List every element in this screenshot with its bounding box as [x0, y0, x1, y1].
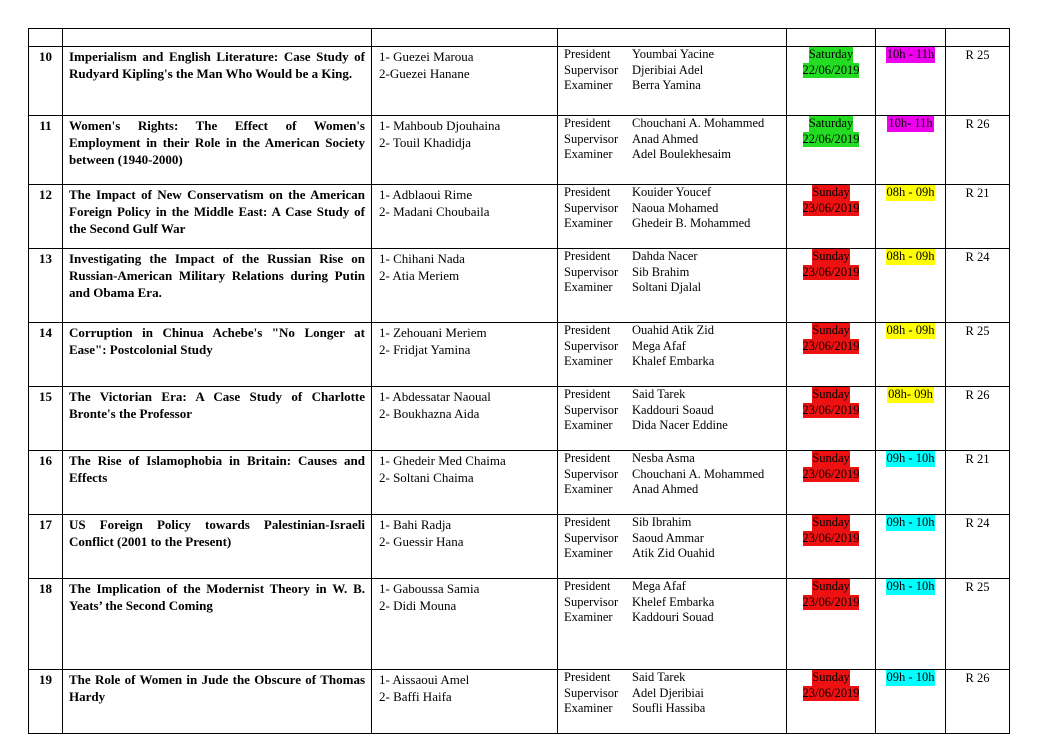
students-cell: [372, 47, 558, 116]
jury-role-label: President: [564, 249, 611, 263]
students-cell: [372, 670, 558, 734]
table-row: [29, 670, 1010, 734]
jury-cell: [558, 387, 787, 451]
jury-role-label: Examiner: [564, 701, 613, 715]
jury-role-label: Examiner: [564, 546, 613, 560]
jury-member-name: Khalef Embarka: [632, 354, 715, 368]
student-name: 1- Ghedeir Med Chaima: [379, 453, 506, 468]
table-row: [29, 579, 1010, 670]
day-label: Sunday: [812, 249, 850, 263]
student-name: 1- Bahi Radja: [379, 517, 452, 532]
time-cell: [876, 323, 946, 387]
student-name: 1- Gaboussa Samia: [379, 581, 480, 596]
date-label: 23/06/2019: [802, 264, 860, 279]
jury-supervisor: [564, 265, 782, 281]
time-cell: [876, 249, 946, 323]
time-cell: [876, 185, 946, 249]
students-cell: [372, 451, 558, 515]
jury-role-label: Supervisor: [564, 402, 619, 417]
jury-role-label: Examiner: [564, 280, 613, 294]
student-name: 1- Aissaoui Amel: [379, 672, 470, 687]
jury-member-name: Khelef Embarka: [632, 594, 715, 609]
jury-member-name: Dida Nacer Eddine: [632, 418, 728, 432]
jury-member-name: Youmbai Yacine: [632, 47, 715, 61]
time-slot-label: 08h- 09h: [888, 387, 933, 401]
jury-member-name: Anad Ahmed: [632, 131, 699, 146]
room-cell: R 24: [946, 249, 1010, 323]
time-cell: [876, 387, 946, 451]
students-cell: [372, 116, 558, 185]
jury-cell: [558, 116, 787, 185]
jury-member-name: Mega Afaf: [632, 338, 686, 353]
jury-examiner: [564, 546, 782, 562]
room-cell: R 25: [946, 579, 1010, 670]
time-slot-label: 09h - 10h: [886, 670, 935, 684]
date-cell: [787, 579, 876, 670]
date-cell: [787, 185, 876, 249]
student-name: 1- Abdessatar Naoual: [379, 389, 491, 404]
students-cell: [372, 323, 558, 387]
row-number: 16: [29, 451, 63, 515]
jury-member-name: Dahda Nacer: [632, 249, 698, 263]
student-name: 2- Atia Meriem: [379, 268, 460, 283]
jury-role-label: President: [564, 451, 611, 465]
student-name: 1- Adblaoui Rime: [379, 187, 473, 202]
jury-examiner: [564, 701, 782, 717]
jury-supervisor: [564, 467, 782, 483]
header-cell-time: [876, 29, 946, 47]
jury-role-label: President: [564, 47, 611, 61]
room-cell: R 26: [946, 387, 1010, 451]
jury-role-label: President: [564, 323, 611, 337]
day-label: Sunday: [812, 451, 850, 465]
student-name: 2- Madani Choubaila: [379, 204, 490, 219]
jury-supervisor: [564, 531, 782, 547]
student-name: 2- Soltani Chaima: [379, 470, 474, 485]
jury-member-name: Ghedeir B. Mohammed: [632, 216, 751, 230]
student-name: 2- Baffi Haifa: [379, 689, 452, 704]
thesis-title: The Role of Women in Jude the Obscure of Thomas Hardy: [63, 670, 372, 734]
time-cell: [876, 579, 946, 670]
time-slot-label: 08h - 09h: [886, 323, 935, 337]
jury-role-label: Supervisor: [564, 530, 619, 545]
jury-president: [564, 579, 782, 595]
student-name: 2- Touil Khadidja: [379, 135, 472, 150]
jury-examiner: [564, 482, 782, 498]
thesis-title: US Foreign Policy towards Palestinian-Israeli Conflict (2001 to the Present): [63, 515, 372, 579]
thesis-title: Investigating the Impact of the Russian Rise on Russian-American Military Relations during Putin and Obama Era.: [63, 249, 372, 323]
jury-role-label: President: [564, 515, 611, 529]
date-cell: [787, 387, 876, 451]
student-name: 2-Guezei Hanane: [379, 66, 470, 81]
day-label: Saturday: [808, 116, 854, 130]
jury-cell: [558, 185, 787, 249]
date-label: 23/06/2019: [802, 200, 860, 215]
row-number: 19: [29, 670, 63, 734]
jury-member-name: Djeribiai Adel: [632, 62, 704, 77]
jury-role-label: President: [564, 579, 611, 593]
jury-president: [564, 670, 782, 686]
day-label: Sunday: [812, 670, 850, 684]
thesis-title: Imperialism and English Literature: Case Study of Rudyard Kipling's the Man Who Would be a King.: [63, 47, 372, 116]
jury-role-label: Examiner: [564, 354, 613, 368]
students-cell: [372, 579, 558, 670]
day-label: Sunday: [812, 185, 850, 199]
defense-schedule-page: [28, 28, 1009, 714]
date-cell: [787, 47, 876, 116]
jury-role-label: President: [564, 387, 611, 401]
header-cell-title: [63, 29, 372, 47]
student-name: 2- Didi Mouna: [379, 598, 457, 613]
table-row: [29, 515, 1010, 579]
jury-president: [564, 116, 782, 132]
room-cell: R 26: [946, 670, 1010, 734]
jury-member-name: Said Tarek: [632, 670, 686, 684]
table-row: [29, 387, 1010, 451]
jury-examiner: [564, 216, 782, 232]
day-label: Sunday: [812, 387, 850, 401]
date-label: 23/06/2019: [802, 402, 860, 417]
time-slot-label: 08h - 09h: [886, 185, 935, 199]
student-name: 1- Guezei Maroua: [379, 49, 474, 64]
day-label: Sunday: [812, 579, 850, 593]
room-cell: R 26: [946, 116, 1010, 185]
students-cell: [372, 249, 558, 323]
jury-role-label: Examiner: [564, 216, 613, 230]
jury-role-label: Examiner: [564, 147, 613, 161]
jury-member-name: Adel Djeribiai: [632, 685, 704, 700]
jury-role-label: President: [564, 185, 611, 199]
date-cell: [787, 670, 876, 734]
jury-member-name: Berra Yamina: [632, 78, 701, 92]
row-number: 11: [29, 116, 63, 185]
thesis-title: Corruption in Chinua Achebe's "No Longer at Ease": Postcolonial Study: [63, 323, 372, 387]
time-slot-label: 10h- 11h: [888, 116, 933, 130]
jury-cell: [558, 451, 787, 515]
thesis-title: The Victorian Era: A Case Study of Charlotte Bronte's the Professor: [63, 387, 372, 451]
day-label: Sunday: [812, 323, 850, 337]
jury-president: [564, 387, 782, 403]
row-number: 15: [29, 387, 63, 451]
jury-president: [564, 515, 782, 531]
header-cell-students: [372, 29, 558, 47]
date-label: 23/06/2019: [802, 466, 860, 481]
student-name: 1- Mahboub Djouhaina: [379, 118, 501, 133]
jury-examiner: [564, 280, 782, 296]
student-name: 1- Chihani Nada: [379, 251, 465, 266]
header-cell-date: [787, 29, 876, 47]
jury-role-label: Examiner: [564, 78, 613, 92]
jury-member-name: Soltani Djalal: [632, 280, 702, 294]
room-cell: R 25: [946, 323, 1010, 387]
jury-president: [564, 323, 782, 339]
jury-supervisor: [564, 63, 782, 79]
time-slot-label: 10h - 11h: [886, 47, 935, 61]
time-cell: [876, 451, 946, 515]
jury-cell: [558, 579, 787, 670]
time-cell: [876, 116, 946, 185]
row-number: 17: [29, 515, 63, 579]
jury-role-label: Supervisor: [564, 62, 619, 77]
jury-member-name: Chouchani A. Mohammed: [632, 466, 765, 481]
row-number: 10: [29, 47, 63, 116]
student-name: 2- Guessir Hana: [379, 534, 464, 549]
student-name: 2- Fridjat Yamina: [379, 342, 471, 357]
students-cell: [372, 515, 558, 579]
jury-role-label: Supervisor: [564, 200, 619, 215]
jury-role-label: Supervisor: [564, 338, 619, 353]
table-row: [29, 451, 1010, 515]
date-cell: [787, 116, 876, 185]
jury-member-name: Anad Ahmed: [632, 482, 699, 496]
thesis-title: The Rise of Islamophobia in Britain: Causes and Effects: [63, 451, 372, 515]
date-label: 23/06/2019: [802, 594, 860, 609]
room-cell: R 21: [946, 451, 1010, 515]
jury-role-label: President: [564, 116, 611, 130]
jury-role-label: Supervisor: [564, 685, 619, 700]
jury-supervisor: [564, 595, 782, 611]
date-label: 23/06/2019: [802, 530, 860, 545]
date-label: 22/06/2019: [802, 131, 860, 146]
jury-examiner: [564, 610, 782, 626]
jury-member-name: Kouider Youcef: [632, 185, 712, 199]
jury-member-name: Saoud Ammar: [632, 530, 704, 545]
row-number: 14: [29, 323, 63, 387]
time-slot-label: 09h - 10h: [886, 451, 935, 465]
jury-role-label: President: [564, 670, 611, 684]
room-cell: R 24: [946, 515, 1010, 579]
date-label: 23/06/2019: [802, 338, 860, 353]
table-row: [29, 249, 1010, 323]
jury-role-label: Supervisor: [564, 264, 619, 279]
row-number: 12: [29, 185, 63, 249]
jury-president: [564, 249, 782, 265]
jury-member-name: Nesba Asma: [632, 451, 695, 465]
date-cell: [787, 515, 876, 579]
date-label: 22/06/2019: [802, 62, 860, 77]
table-row: [29, 323, 1010, 387]
jury-supervisor: [564, 686, 782, 702]
row-number: 18: [29, 579, 63, 670]
jury-member-name: Mega Afaf: [632, 579, 686, 593]
date-cell: [787, 451, 876, 515]
thesis-title: Women's Rights: The Effect of Women's Employment in their Role in the American Society between (1940-2000): [63, 116, 372, 185]
jury-cell: [558, 249, 787, 323]
table-row: [29, 116, 1010, 185]
student-name: 1- Zehouani Meriem: [379, 325, 487, 340]
jury-member-name: Adel Boulekhesaim: [632, 147, 731, 161]
jury-role-label: Supervisor: [564, 131, 619, 146]
jury-role-label: Examiner: [564, 482, 613, 496]
jury-role-label: Examiner: [564, 418, 613, 432]
jury-examiner: [564, 354, 782, 370]
jury-member-name: Ouahid Atik Zid: [632, 323, 714, 337]
jury-president: [564, 451, 782, 467]
jury-supervisor: [564, 339, 782, 355]
room-cell: R 25: [946, 47, 1010, 116]
thesis-title: The Implication of the Modernist Theory in W. B. Yeats’ the Second Coming: [63, 579, 372, 670]
time-slot-label: 09h - 10h: [886, 515, 935, 529]
thesis-title: The Impact of New Conservatism on the American Foreign Policy in the Middle East: A Case Study of the Second Gulf War: [63, 185, 372, 249]
room-cell: R 21: [946, 185, 1010, 249]
table-row: [29, 47, 1010, 116]
jury-role-label: Examiner: [564, 610, 613, 624]
student-name: 2- Boukhazna Aida: [379, 406, 480, 421]
date-cell: [787, 323, 876, 387]
header-cell-jury: [558, 29, 787, 47]
jury-member-name: Naoua Mohamed: [632, 200, 719, 215]
time-cell: [876, 515, 946, 579]
day-label: Saturday: [808, 47, 854, 61]
defense-schedule-table: [28, 28, 1010, 734]
jury-member-name: Sib Brahim: [632, 264, 690, 279]
time-cell: [876, 670, 946, 734]
row-number: 13: [29, 249, 63, 323]
header-row: [29, 29, 1010, 47]
date-cell: [787, 249, 876, 323]
jury-supervisor: [564, 201, 782, 217]
students-cell: [372, 387, 558, 451]
jury-member-name: Kaddouri Soaud: [632, 402, 714, 417]
jury-cell: [558, 515, 787, 579]
students-cell: [372, 185, 558, 249]
time-slot-label: 08h - 09h: [886, 249, 935, 263]
jury-cell: [558, 323, 787, 387]
table-row: [29, 185, 1010, 249]
header-cell-room: [946, 29, 1010, 47]
jury-member-name: Said Tarek: [632, 387, 686, 401]
jury-examiner: [564, 78, 782, 94]
jury-president: [564, 47, 782, 63]
jury-member-name: Sib Ibrahim: [632, 515, 692, 529]
jury-member-name: Chouchani A. Mohammed: [632, 116, 765, 130]
table-body: [29, 29, 1010, 734]
jury-role-label: Supervisor: [564, 594, 619, 609]
jury-examiner: [564, 418, 782, 434]
jury-supervisor: [564, 132, 782, 148]
jury-role-label: Supervisor: [564, 466, 619, 481]
header-cell-num: [29, 29, 63, 47]
jury-cell: [558, 47, 787, 116]
jury-president: [564, 185, 782, 201]
time-slot-label: 09h - 10h: [886, 579, 935, 593]
day-label: Sunday: [812, 515, 850, 529]
date-label: 23/06/2019: [802, 685, 860, 700]
jury-member-name: Kaddouri Souad: [632, 610, 714, 624]
jury-cell: [558, 670, 787, 734]
jury-member-name: Soufli Hassiba: [632, 701, 706, 715]
jury-supervisor: [564, 403, 782, 419]
time-cell: [876, 47, 946, 116]
jury-examiner: [564, 147, 782, 163]
jury-member-name: Atik Zid Ouahid: [632, 546, 715, 560]
